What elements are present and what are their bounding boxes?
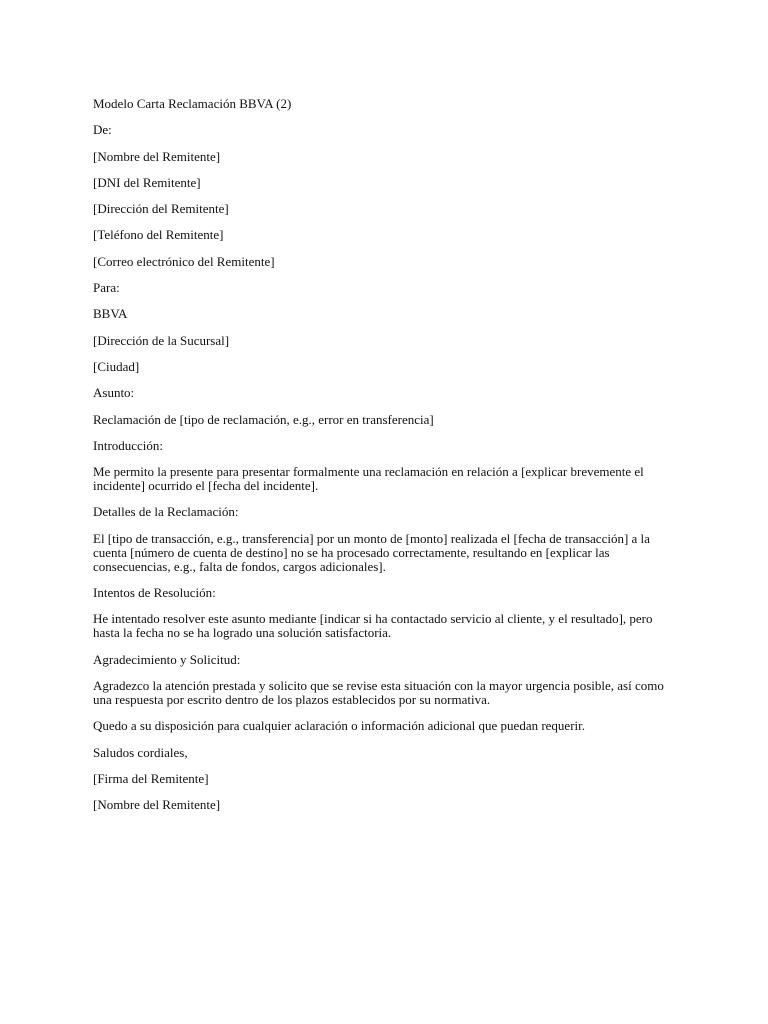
closing-text: Saludos cordiales, bbox=[93, 744, 188, 760]
signer-name: [Nombre del Remitente] bbox=[93, 797, 221, 813]
request-heading: Agradecimiento y Solicitud: bbox=[93, 651, 241, 667]
letter-body bbox=[93, 97, 673, 824]
introduction-text: Me permito la presente para presentar formalmente una reclamación en relación a [explicar brevemente el incidente] ocurrido el [fecha del incidente]. bbox=[93, 464, 644, 494]
recipient-name: BBVA bbox=[93, 306, 128, 322]
resolution-text: He intentado resolver este asunto mediante [indicar si ha contactado servicio al cliente, y el resultado], pero hasta la fecha no se ha logrado una solución satisfactoria. bbox=[93, 611, 653, 641]
request-text: Agradezco la atención prestada y solicito que se revise esta situación con la mayor urgencia posible, así como una respuesta por escrito dentro de los plazos establecidos por su normativa. bbox=[93, 677, 664, 707]
sender-email: [Correo electrónico del Remitente] bbox=[93, 253, 275, 269]
subject-text: Reclamación de [tipo de reclamación, e.g., error en transferencia] bbox=[93, 411, 434, 427]
sender-heading: De: bbox=[93, 122, 112, 138]
introduction-heading: Introducción: bbox=[93, 437, 164, 453]
signature-placeholder: [Firma del Remitente] bbox=[93, 770, 209, 786]
details-heading: Detalles de la Reclamación: bbox=[93, 504, 239, 520]
resolution-heading: Intentos de Resolución: bbox=[93, 585, 216, 601]
sender-phone: [Teléfono del Remitente] bbox=[93, 227, 224, 243]
subject-heading: Asunto: bbox=[93, 385, 135, 401]
recipient-heading: Para: bbox=[93, 280, 120, 296]
recipient-address: [Dirección de la Sucursal] bbox=[93, 332, 230, 348]
sender-dni: [DNI del Remitente] bbox=[93, 174, 201, 190]
sender-name: [Nombre del Remitente] bbox=[93, 148, 221, 164]
availability-text: Quedo a su disposición para cualquier aclaración o información adicional que puedan requerir. bbox=[93, 718, 586, 734]
details-text: El [tipo de transacción, e.g., transferencia] por un monto de [monto] realizada el [fecha de transacción] a la cuenta [número de cuenta de destino] no se ha procesado correctamente, resultando en [explicar las consecuencias, e.g., falta de fondos, cargos adicionales]. bbox=[93, 530, 650, 574]
recipient-city: [Ciudad] bbox=[93, 358, 140, 374]
document-title: Modelo Carta Reclamación BBVA (2) bbox=[93, 96, 292, 111]
sender-address: [Dirección del Remitente] bbox=[93, 201, 229, 217]
